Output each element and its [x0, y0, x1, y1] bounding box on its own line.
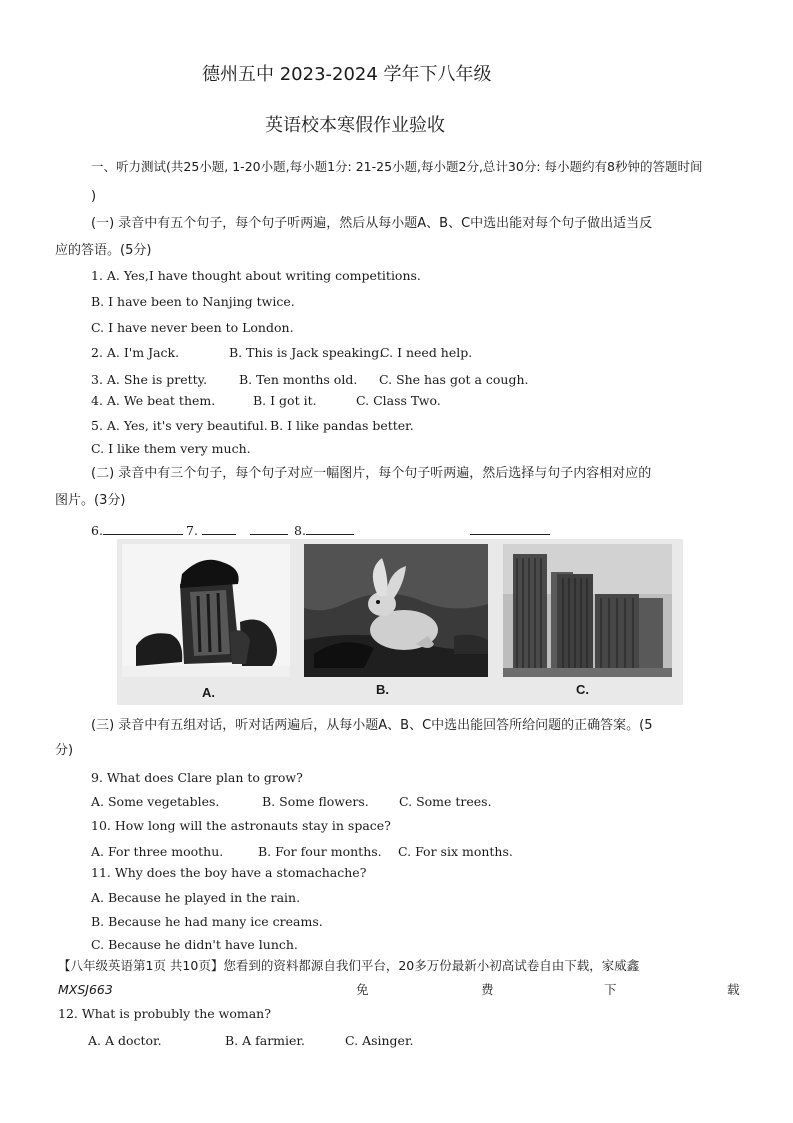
footer-word-4: 载 [727, 982, 740, 997]
blank-6-number: 6. [91, 523, 103, 538]
q5-option-b: B. I like pandas better. [270, 418, 414, 433]
section2-instruction: (二) 录音中有三个句子，每个句子对应一幅图片，每个句子听两遍，然后选择与句子内容相对应的 [91, 466, 652, 481]
q10-option-c: C. For six months. [398, 844, 513, 859]
picture-b-label: B. [376, 682, 389, 697]
q5-option-c: C. I like them very much. [91, 441, 251, 456]
q12-option-a: A. A doctor. [88, 1033, 162, 1048]
q12-option-b: B. A farmier. [225, 1033, 306, 1048]
section2-instruction-cont: 图片。(3分) [55, 493, 126, 508]
section3-instruction-cont: 分) [55, 743, 74, 758]
q9-question: 9. What does Clare plan to grow? [91, 770, 303, 785]
q10-option-b: B. For four months. [258, 844, 382, 859]
q11-option-b: B. Because he had many ice creams. [91, 914, 323, 929]
q9-option-b: B. Some flowers. [262, 794, 369, 809]
q9-option-c: C. Some trees. [399, 794, 492, 809]
part1-heading: 一、听力测试(共25小题, 1-20小题,每小题1分: 21-25小题,每小题2分,总计30分: 每小题约有8秒钟的答题时间 [91, 159, 703, 174]
q1-option-a: 1. A. Yes,I have thought about writing competitions. [91, 268, 421, 283]
footer-word-2: 费 [481, 982, 494, 997]
q11-option-c: C. Because he didn't have lunch. [91, 937, 298, 952]
q4-option-b: B. I got it. [253, 393, 317, 408]
footer-word-3: 下 [604, 982, 617, 997]
q2-option-b: B. This is Jack speaking. [229, 345, 384, 360]
picture-c-label: C. [576, 682, 589, 697]
q1-option-b: B. I have been to Nanjing twice. [91, 294, 295, 309]
section1-instruction: (一) 录音中有五个句子，每个句子听两遍，然后从每小题A、B、C中选出能对每个句子做出适当反 [91, 216, 653, 231]
q11-option-a: A. Because he played in the rain. [91, 890, 301, 905]
picture-strip [117, 539, 683, 705]
footer-word-1: 免 [356, 982, 369, 997]
q4-option-c: C. Class Two. [356, 393, 441, 408]
q4-option-a: 4. A. We beat them. [91, 393, 216, 408]
q10-question: 10. How long will the astronauts stay in space? [91, 818, 391, 833]
document-subtitle: 英语校本寒假作业验收 [265, 115, 445, 136]
answer-blank-6[interactable] [91, 522, 183, 539]
extra-blank [470, 522, 550, 539]
picture-a-label: A. [202, 685, 215, 700]
q3-option-b: B. Ten months old. [239, 372, 358, 387]
page-footer-note: 【八年级英语第1页 共10页】您看到的资料都源自我们平台，20多万份最新小初高试卷自由下载，家威鑫 [58, 958, 640, 973]
q12-option-c: C. Asinger. [345, 1033, 414, 1048]
q1-option-c: C. I have never been to London. [91, 320, 294, 335]
document-title: 德州五中 2023-2024 学年下八年级 [202, 64, 492, 85]
answer-blank-8[interactable] [294, 522, 354, 539]
blank-7-number: 7. [186, 523, 198, 538]
q2-option-c: C. I need help. [380, 345, 473, 360]
section1-instruction-cont: 应的答语。(5分) [55, 243, 152, 258]
q12-question: 12. What is probubly the woman? [58, 1006, 271, 1021]
picture-b-rabbit [304, 544, 488, 677]
part1-heading-close: ) [91, 189, 97, 204]
answer-blank-7[interactable] [186, 522, 288, 539]
q5-option-a: 5. A. Yes, it's very beautiful. [91, 418, 268, 433]
q11-question: 11. Why does the boy have a stomachache? [91, 865, 367, 880]
picture-a-trash [122, 544, 290, 677]
q9-option-a: A. Some vegetables. [91, 794, 220, 809]
picture-c-buildings [503, 544, 672, 677]
q3-option-a: 3. A. She is pretty. [91, 372, 208, 387]
footer-code: MXSJ663 [58, 982, 113, 997]
q3-option-c: C. She has got a cough. [379, 372, 529, 387]
section3-instruction: (三) 录音中有五组对话，听对话两遍后，从每小题A、B、C中选出能回答所给问题的正确答案。(5 [91, 718, 653, 733]
q10-option-a: A. For three moothu. [91, 844, 224, 859]
blank-8-number: 8. [294, 523, 306, 538]
q2-option-a: 2. A. I'm Jack. [91, 345, 180, 360]
